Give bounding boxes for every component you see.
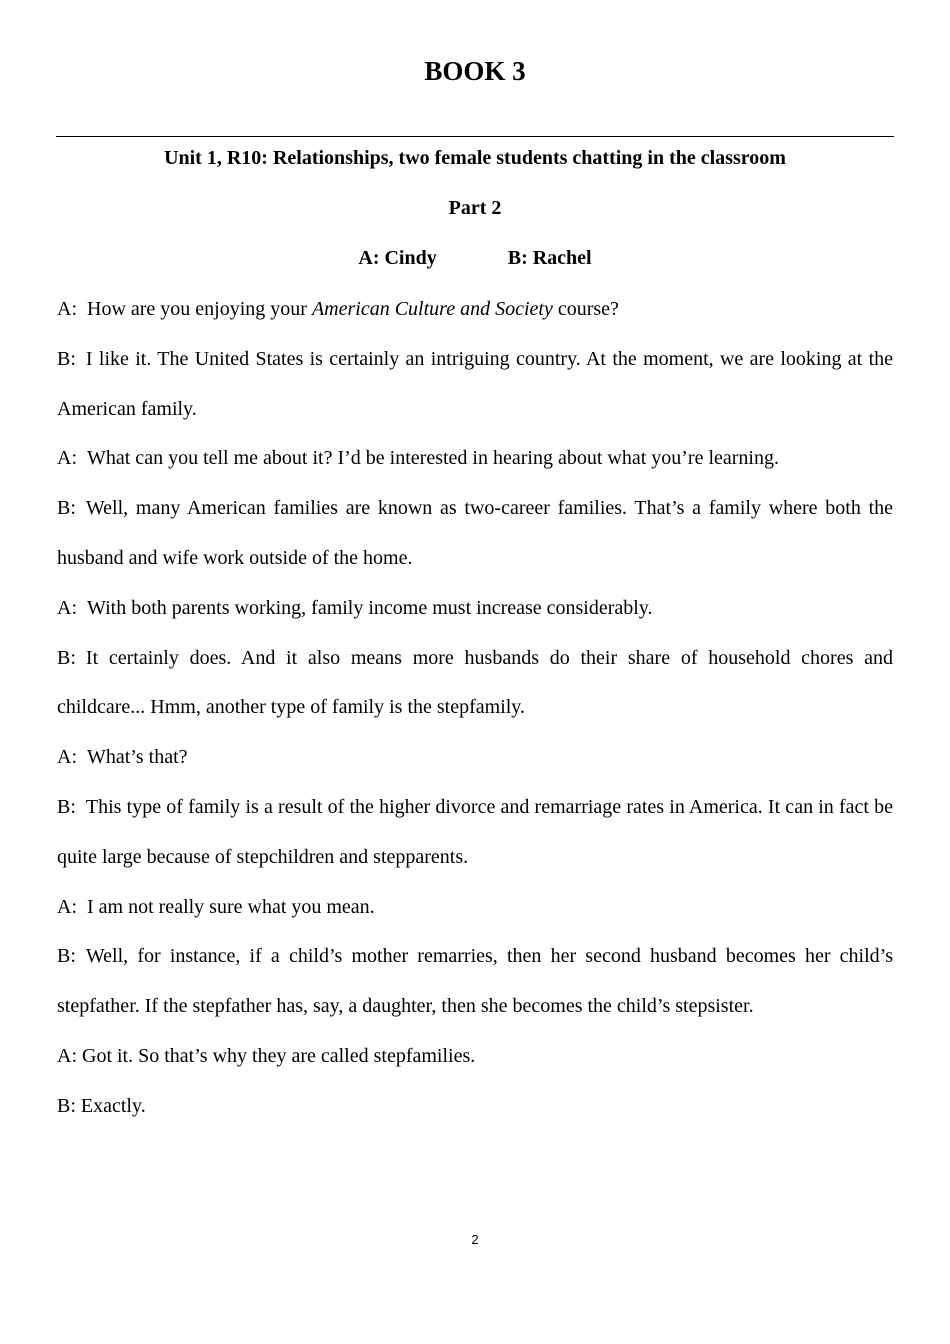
dialogue-line xyxy=(57,285,893,335)
dialogue-text: I like it. The United States is certainly an intriguing country. At the moment, we are looking at the American family. xyxy=(57,347,893,420)
part-heading: Part 2 xyxy=(448,197,502,219)
document-title: BOOK 3 xyxy=(424,56,526,86)
dialogue xyxy=(57,285,893,1132)
dialogue-line xyxy=(57,932,893,1032)
dialogue-speaker: A: xyxy=(57,746,77,769)
dialogue-speaker: A: xyxy=(57,447,77,470)
unit-heading: Unit 1, R10: Relationships, two female students chatting in the classroom xyxy=(164,147,786,169)
dialogue-speaker: A: xyxy=(57,596,77,619)
dialogue-speaker: B: xyxy=(57,1094,76,1117)
dialogue-line xyxy=(57,1032,893,1082)
dialogue-text: It certainly does. And it also means more husbands do their share of household chores and childcare... Hmm, another type of family is the stepfamily. xyxy=(57,646,893,719)
speaker-b: B: Rachel xyxy=(507,247,592,269)
dialogue-line xyxy=(57,1082,893,1132)
dialogue-line xyxy=(57,733,893,783)
dialogue-line xyxy=(57,883,893,933)
dialogue-speaker: B: xyxy=(57,347,76,370)
dialogue-speaker: A: xyxy=(57,895,77,918)
dialogue-text: I am not really sure what you mean. xyxy=(87,895,375,918)
dialogue-text: With both parents working, family income must increase considerably. xyxy=(87,596,653,619)
dialogue-speaker: B: xyxy=(57,646,76,669)
dialogue-text: What can you tell me about it? I’d be interested in hearing about what you’re learning. xyxy=(87,447,779,470)
title-divider xyxy=(56,136,894,137)
dialogue-line xyxy=(57,634,893,734)
dialogue-text: Well, for instance, if a child’s mother remarries, then her second husband becomes her child’s stepfather. If the stepfather has, say, a daughter, then she becomes the child’s stepsister. xyxy=(57,945,893,1018)
dialogue-speaker: B: xyxy=(57,795,76,818)
dialogue-line xyxy=(57,484,893,584)
dialogue-speaker: A: xyxy=(57,1044,77,1067)
dialogue-line xyxy=(57,783,893,883)
course-title: American Culture and Society xyxy=(311,298,553,320)
dialogue-speaker: B: xyxy=(57,945,76,968)
dialogue-text: What’s that? xyxy=(87,746,188,769)
dialogue-text: This type of family is a result of the higher divorce and remarriage rates in America. It can in fact be quite large because of stepchildren and stepparents. xyxy=(57,795,893,868)
dialogue-line xyxy=(57,335,893,435)
dialogue-speaker: A: xyxy=(57,298,77,320)
dialogue-text: course? xyxy=(552,298,619,320)
dialogue-text: Well, many American families are known as two-career families. That’s a family where both the husband and wife work outside of the home. xyxy=(57,497,893,569)
dialogue-line xyxy=(57,434,893,484)
dialogue-line xyxy=(57,584,893,634)
speaker-a: A: Cindy xyxy=(358,247,437,269)
dialogue-text: How are you enjoying your xyxy=(87,298,312,320)
dialogue-speaker: B: xyxy=(57,497,76,520)
speaker-list xyxy=(0,247,950,270)
page-number: 2 xyxy=(471,1232,479,1247)
dialogue-text: Exactly. xyxy=(80,1094,146,1117)
dialogue-text: Got it. So that’s why they are called stepfamilies. xyxy=(82,1044,476,1067)
